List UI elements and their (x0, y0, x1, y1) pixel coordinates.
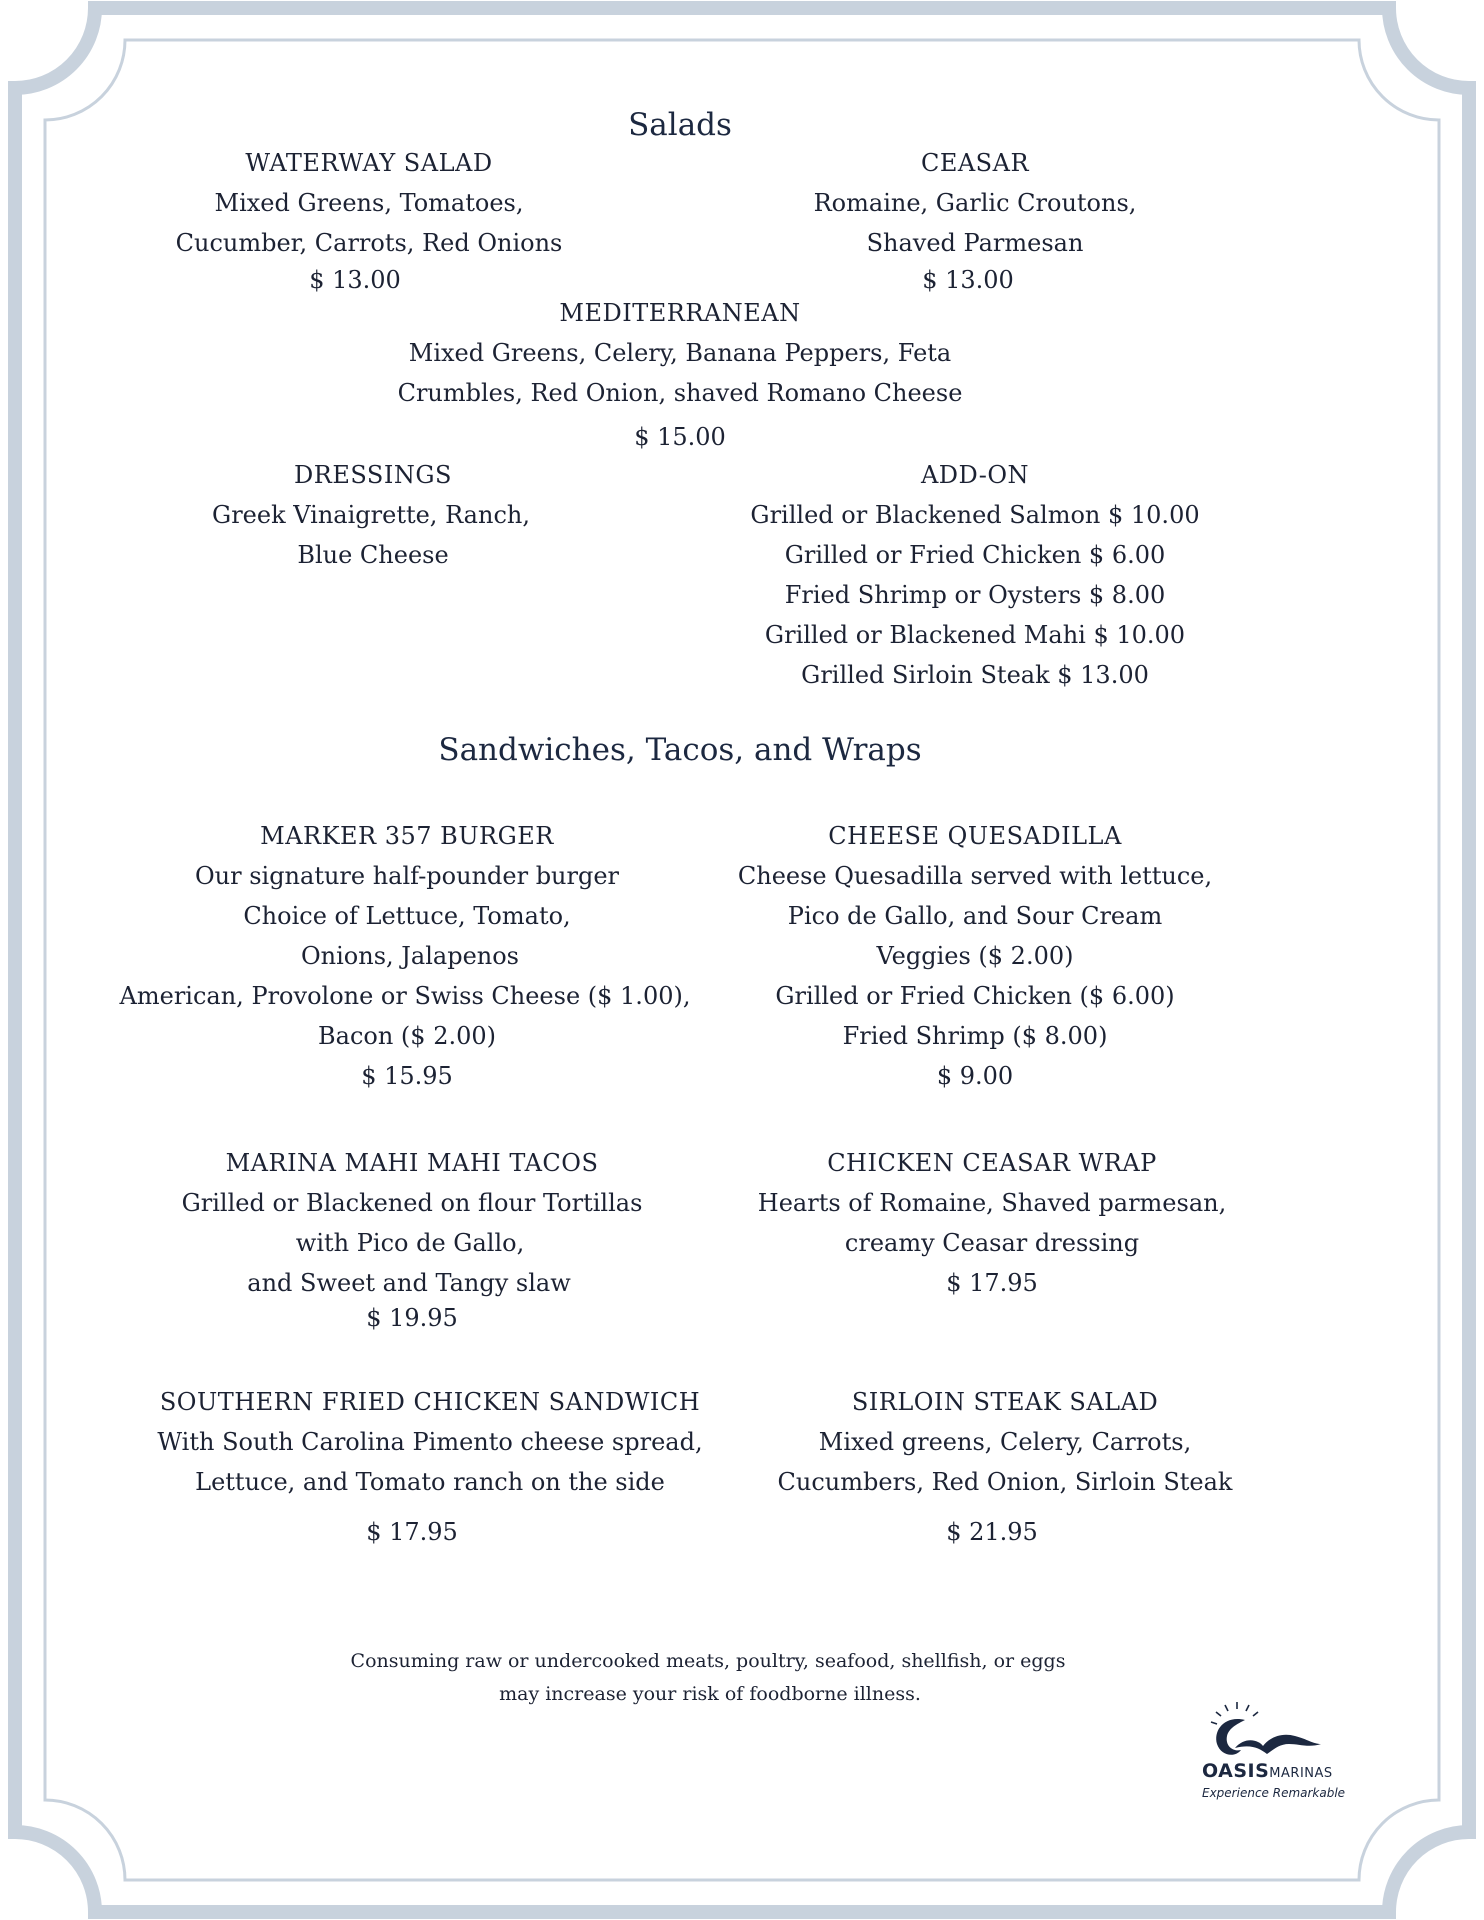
dressings-line-1: Greek Vinaigrette, Ranch, (212, 501, 530, 529)
steak-salad-desc-line: Cucumbers, Red Onion, Sirloin Steak (777, 1468, 1233, 1496)
quesadilla-price: $ 9.00 (936, 1062, 1014, 1090)
steak-salad-name: SIRLOIN STEAK SALAD (851, 1388, 1159, 1416)
chicken-sandwich-price: $ 17.95 (366, 1518, 458, 1546)
waterway-salad-desc-1: Mixed Greens, Tomatoes, (214, 189, 524, 217)
sandwiches-heading: Sandwiches, Tacos, and Wraps (438, 732, 922, 768)
steak-salad-desc-line: Mixed greens, Celery, Carrots, (818, 1428, 1192, 1456)
tacos-price: $ 19.95 (366, 1304, 458, 1332)
quesadilla-desc-line: Grilled or Fried Chicken ($ 6.00) (775, 982, 1175, 1010)
waterway-salad-name: WATERWAY SALAD (245, 149, 493, 177)
ceasar-salad-price: $ 13.00 (922, 266, 1014, 294)
disclaimer-line-1: Consuming raw or undercooked meats, poultry, seafood, shellfish, or eggs (350, 1650, 1066, 1672)
dressings-line-2: Blue Cheese (297, 541, 449, 569)
burger-desc-line: Choice of Lettuce, Tomato, (243, 902, 571, 930)
ceasar-salad-name: CEASAR (920, 149, 1030, 177)
tacos-desc-line: Grilled or Blackened on flour Tortillas (181, 1189, 643, 1217)
burger-desc-line: American, Provolone or Swiss Cheese ($ 1.00), (119, 982, 691, 1010)
wrap-name: CHICKEN CEASAR WRAP (827, 1149, 1157, 1177)
burger-desc-line: Bacon ($ 2.00) (318, 1022, 496, 1050)
salads-heading: Salads (628, 107, 732, 143)
addon-title: ADD-ON (920, 461, 1030, 489)
logo-brand-bold: OASIS (1202, 1760, 1270, 1782)
ceasar-salad-desc-2: Shaved Parmesan (866, 229, 1084, 257)
tacos-desc-line: with Pico de Gallo, (295, 1229, 525, 1257)
logo-brand-light: MARINAS (1269, 1766, 1333, 1781)
wrap-price: $ 17.95 (946, 1269, 1038, 1297)
chicken-sandwich-name: SOUTHERN FRIED CHICKEN SANDWICH (159, 1388, 701, 1416)
logo-wordmark (1202, 1760, 1333, 1782)
burger-price: $ 15.95 (361, 1062, 453, 1090)
addon-item: Grilled Sirloin Steak $ 13.00 (801, 661, 1149, 689)
wrap-desc-line: creamy Ceasar dressing (844, 1229, 1140, 1257)
quesadilla-desc-line: Fried Shrimp ($ 8.00) (842, 1022, 1108, 1050)
burger-desc-line: Onions, Jalapenos (301, 942, 519, 970)
disclaimer-line-2: may increase your risk of foodborne illness. (499, 1683, 921, 1705)
burger-name: MARKER 357 BURGER (260, 822, 554, 850)
logo-tagline: Experience Remarkable (1202, 1786, 1346, 1800)
quesadilla-desc-line: Pico de Gallo, and Sour Cream (787, 902, 1163, 930)
quesadilla-name: CHEESE QUESADILLA (828, 822, 1122, 850)
steak-salad-price: $ 21.95 (946, 1518, 1038, 1546)
addon-item: Grilled or Fried Chicken $ 6.00 (784, 541, 1166, 569)
burger-desc-line: Our signature half-pounder burger (194, 862, 620, 890)
quesadilla-desc-line: Cheese Quesadilla served with lettuce, (737, 862, 1213, 890)
mediterranean-salad-name: MEDITERRANEAN (559, 299, 801, 327)
chicken-sandwich-desc-line: Lettuce, and Tomato ranch on the side (195, 1468, 665, 1496)
addon-item: Grilled or Blackened Mahi $ 10.00 (764, 621, 1186, 649)
quesadilla-desc-line: Veggies ($ 2.00) (876, 942, 1074, 970)
waterway-salad-desc-2: Cucumber, Carrots, Red Onions (175, 229, 563, 257)
mediterranean-salad-price: $ 15.00 (634, 423, 726, 451)
dressings-title: DRESSINGS (294, 461, 452, 489)
tacos-desc-line: and Sweet and Tangy slaw (247, 1269, 571, 1297)
addon-item: Grilled or Blackened Salmon $ 10.00 (750, 501, 1200, 529)
chicken-sandwich-desc-line: With South Carolina Pimento cheese spread, (157, 1428, 703, 1456)
addon-item: Fried Shrimp or Oysters $ 8.00 (784, 581, 1166, 609)
waterway-salad-price: $ 13.00 (309, 266, 401, 294)
tacos-name: MARINA MAHI MAHI TACOS (225, 1149, 599, 1177)
mediterranean-salad-desc-2: Crumbles, Red Onion, shaved Romano Cheese (397, 379, 963, 407)
outer-border (15, 8, 1469, 1912)
mediterranean-salad-desc-1: Mixed Greens, Celery, Banana Peppers, Feta (408, 339, 952, 367)
ceasar-salad-desc-1: Romaine, Garlic Croutons, (813, 189, 1137, 217)
wrap-desc-line: Hearts of Romaine, Shaved parmesan, (757, 1189, 1227, 1217)
